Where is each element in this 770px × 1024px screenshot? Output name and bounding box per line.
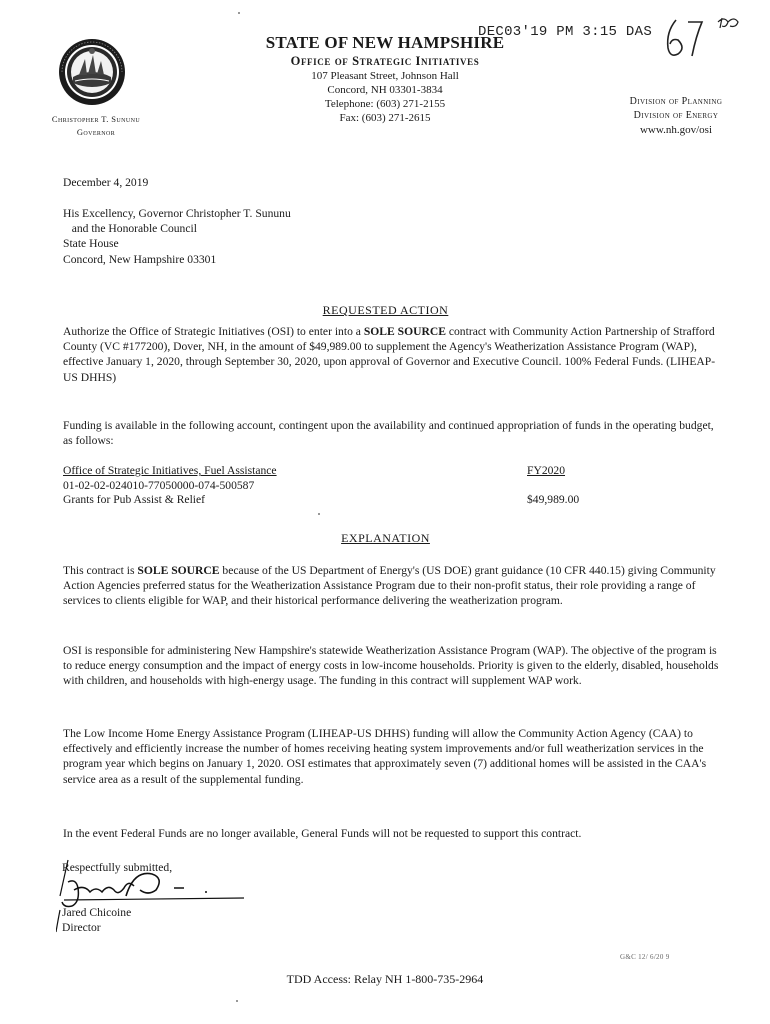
division-energy: Division of Energy — [633, 110, 719, 121]
explanation-paragraph: This contract is SOLE SOURCE because of the US Department of Energy's (US DOE) grant guidance (10 CFR 440.15) giving Community Action Agencies preferred status for the Weatherization Assistance Program due to their non-profit status, their role providing a range of services to clients eligible for WAP, and their historical performance delivering the weatherization program. — [63, 564, 716, 608]
signer-title: Director — [62, 920, 101, 934]
explanation-paragraph: The Low Income Home Energy Assistance Program (LIHEAP-US DHHS) funding will allow the Community Action Agency (CAA) to effectively and efficiently increase the number of homes receiving heating system improvements and/or full weatherization services in the program year which begins on January 1, 2020. OSI estimates that approximately seven (7) additional homes will be assisted in the CAA's service area as a result of the supplemental funding. — [63, 727, 707, 786]
division-planning: Division of Planning — [629, 96, 723, 107]
handwritten-note — [662, 14, 742, 62]
funding-intro: Funding is available in the following account, contingent upon the availability and continued appropriation of funds in the operating budget, as follows: — [63, 419, 714, 448]
address-line-1: 107 Pleasant Street, Johnson Hall — [311, 70, 459, 82]
scan-speck — [318, 513, 320, 515]
account-row — [63, 493, 603, 508]
recipient-line: His Excellency, Governor Christopher T. Sununu — [63, 207, 291, 220]
line-item: Grants for Pub Assist & Relief — [63, 493, 206, 506]
signer-name: Jared Chicoine — [62, 906, 132, 919]
recipient-line: and the Honorable Council — [63, 222, 197, 236]
recipient-block — [63, 206, 723, 267]
letter-date: December 4, 2019 — [63, 176, 149, 189]
website-link[interactable]: www.nh.gov/osi — [639, 124, 712, 136]
account-row — [63, 464, 603, 479]
office-name: Office of Strategic Initiatives — [290, 54, 480, 68]
scan-speck — [238, 12, 240, 14]
fax: Fax: (603) 271-2615 — [339, 112, 431, 124]
scan-speck — [236, 1000, 238, 1002]
account-row — [63, 479, 603, 494]
gc-note: G&C 12/ 6/20 9 — [620, 953, 670, 961]
letterhead — [200, 33, 570, 125]
explanation-paragraph: In the event Federal Funds are no longer available, General Funds will not be requested to support this contract. — [63, 827, 582, 840]
explanation-paragraph: OSI is responsible for administering New Hampshire's statewide Weatherization Assistance Program (WAP). The objective of the program is to reduce energy consumption and the impact of energy costs in low-income households. Priority is given to the elderly, disabled, households with children, and households with high-energy usage. The funding in this contract will supplement WAP work. — [63, 644, 719, 688]
requested-action-paragraph: Authorize the Office of Strategic Initiatives (OSI) to enter into a SOLE SOURCE contract with Community Action Partnership of Strafford County (VC #177200), Dover, NH, in the amount of $49,989.00 to supplement the Agency's Weatherization Assistance Program (WAP), effective January 1, 2020, through September 30, 2020, upon approval of Governor and Executive Council. 100% Federal Funds. (LIHEAP-US DHHS) — [63, 325, 716, 384]
state-seal-icon — [57, 37, 127, 107]
account-table — [63, 464, 603, 508]
fiscal-year: FY2020 — [527, 464, 566, 477]
governor-name: Christopher T. Sununu — [51, 114, 141, 124]
address-line-2: Concord, NH 03301-3834 — [327, 84, 443, 96]
account-name: Office of Strategic Initiatives, Fuel Assistance — [63, 464, 277, 477]
closing: Respectfully submitted, — [62, 861, 173, 874]
account-number: 01-02-02-024010-77050000-074-500587 — [63, 478, 255, 492]
telephone: Telephone: (603) 271-2155 — [324, 98, 446, 110]
divisions-block — [606, 95, 746, 137]
requested-action-heading: REQUESTED ACTION — [322, 303, 449, 317]
sole-source-emphasis: SOLE SOURCE — [137, 564, 220, 577]
governor-title: Governor — [76, 127, 116, 137]
recipient-line: State House — [63, 237, 119, 251]
received-stamp: DEC03'19 PM 3:15 DAS — [478, 24, 653, 40]
tdd-access: TDD Access: Relay NH 1-800-735-2964 — [286, 972, 484, 986]
state-title: STATE OF NEW HAMPSHIRE — [265, 33, 505, 52]
sole-source-emphasis: SOLE SOURCE — [363, 325, 446, 338]
signer-block — [62, 906, 131, 935]
governor-block — [28, 113, 164, 139]
recipient-line: Concord, New Hampshire 03301 — [63, 252, 217, 266]
explanation-heading: EXPLANATION — [341, 531, 430, 545]
amount: $49,989.00 — [527, 493, 580, 506]
